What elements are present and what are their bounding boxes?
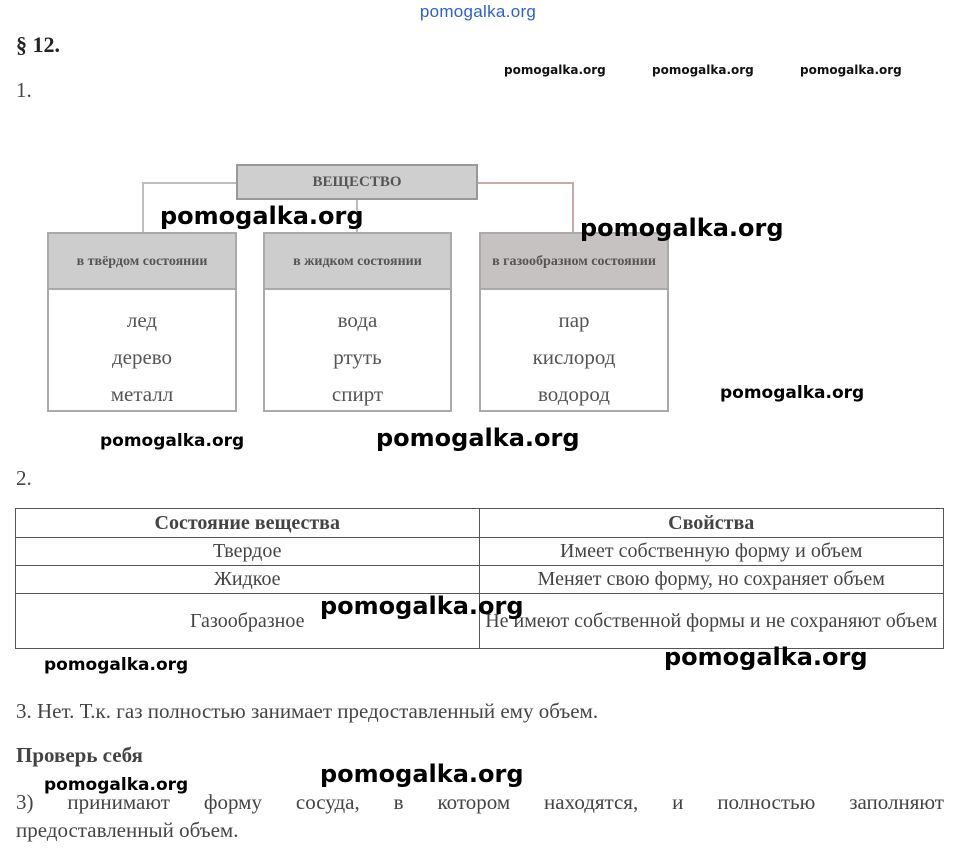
table-row [16,566,944,594]
watermark-top: pomogalka.org [419,2,537,21]
connector-line [572,182,574,234]
watermark: pomogalka.org [580,214,784,242]
watermark: pomogalka.org [800,63,902,77]
list-item: вода [337,308,378,332]
question-3-answer: 3. Нет. Т.к. газ полностью занимает предоставленный ему объем. [16,699,599,723]
list-item: водород [538,382,610,406]
watermark: pomogalka.org [44,655,189,675]
list-item: ртуть [333,345,382,369]
section-title: § 12. [16,32,60,57]
check-answer-line-2: предоставленный объем. [16,818,239,842]
watermark: pomogalka.org [320,760,524,788]
watermark: pomogalka.org [320,592,524,620]
list-item: дерево [111,345,173,369]
connector-line [142,182,238,184]
list-item: пар [558,308,590,332]
watermark: pomogalka.org [44,775,189,795]
table-cell: Имеет собственную форму и объем [479,538,944,566]
watermark: pomogalka.org [664,643,868,671]
table-cell: Жидкое [16,566,480,594]
list-item: кислород [532,345,616,369]
connector-line [142,182,144,234]
table-cell: Газообразное [16,594,480,649]
table-row [16,538,944,566]
watermark: pomogalka.org [100,431,245,451]
watermark: pomogalka.org [720,383,865,403]
list-item: лед [126,308,158,332]
diagram-root-box: ВЕЩЕСТВО [236,164,478,200]
question-1-number: 1. [16,78,32,102]
watermark: pomogalka.org [652,63,754,77]
diagram-column-gas [479,232,669,412]
column-header: в твёрдом состоянии [49,234,235,290]
watermark: pomogalka.org [504,63,606,77]
list-item: спирт [331,382,384,406]
check-yourself-title: Проверь себя [16,743,143,767]
table-header-row [16,509,944,538]
column-header: в жидком состоянии [265,234,450,290]
properties-table [15,508,944,649]
connector-line [478,182,574,184]
question-2-number: 2. [16,466,32,490]
column-header: в газообразном состоянии [481,234,667,290]
table-cell: Не имеют собственной формы и не сохраняют объем [479,594,944,649]
watermark: pomogalka.org [160,202,364,230]
diagram-column-liquid [263,232,452,412]
table-cell: Твердое [16,538,480,566]
list-item: металл [110,382,174,406]
table-header-cell: Состояние вещества [16,509,480,538]
table-header-cell: Свойства [479,509,944,538]
table-cell: Меняет свою форму, но сохраняет объем [479,566,944,594]
watermark: pomogalka.org [376,424,580,452]
diagram-column-solid [47,232,237,412]
check-answer-line-1: 3) принимают форму сосуда, в котором находятся, и полностью заполняют [16,790,944,814]
